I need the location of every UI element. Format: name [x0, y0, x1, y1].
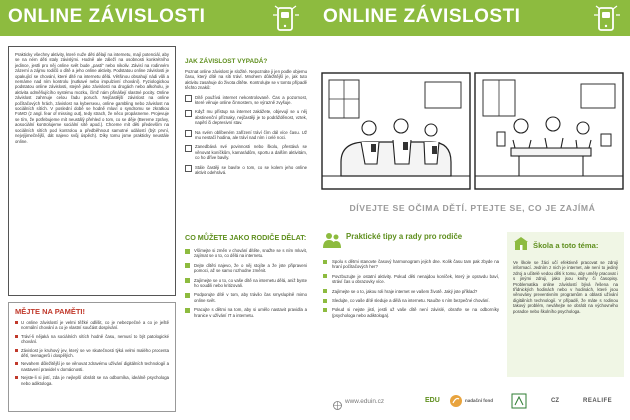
list-item: Povzbuzujte je ostatní aktivity. Pokud děti nenajdou koníček, který je opravdu baví, stráví čas u obrazovky více.	[323, 274, 499, 285]
section-heading: Škola a toto téma:	[533, 241, 599, 250]
list-item: Závislost je kruhový jev, který se ve skutečnosti týká velmi malého procenta dětí, teenagerů i dospělých.	[15, 348, 169, 359]
checkbox-icon	[185, 95, 192, 102]
school-section	[507, 232, 624, 377]
footer	[315, 384, 630, 420]
list-item: Pracujte s dětmi na tom, aby si umělo nastavit pravidla a hranice v užívání IT a internetu.	[185, 307, 307, 318]
list-item: Dejte dítěti najevo, že o něj stojíte a že jste připraveni pomoci, až se samo rozhodne změnit.	[185, 263, 307, 274]
comic-illustration	[321, 72, 624, 190]
how-it-looks-section	[185, 46, 307, 226]
foundation-logo: nadační fond	[465, 398, 493, 403]
website-link[interactable]: www.eduin.cz	[345, 398, 385, 405]
section-heading: CO MŮŽETE JAKO RODIČE DĚLAT:	[185, 233, 307, 242]
list-item: Tráví-li nějaká na sociálních sítích hodně času, nemusí to být patologické chování.	[15, 334, 169, 345]
leaf-logo-icon	[449, 394, 463, 413]
warning-box	[8, 302, 176, 412]
checkbox-icon	[185, 110, 192, 117]
ministry-logo-icon	[511, 393, 527, 414]
checkbox-icon	[185, 130, 192, 137]
cc-logo: CZ	[551, 398, 559, 404]
checkbox-icon	[185, 145, 192, 152]
edu-logo: EDU	[425, 397, 440, 404]
list-item: Zajímejte se o to, jakou roli hraje internet ve vašem životě. Jaký jste příklad?	[323, 289, 499, 294]
realife-logo: REALIFE	[583, 398, 613, 404]
intro-text: Prakticky všechny aktivity, které nuže děti dělají na internetu, mají potenciál, aby se na ném děti staly závislými. Hodně ale záleží na osobnosti konkrétního jedince, jestli pro něj online svět bude „pastí“ nebo nikoliv. Závisí na rodinném zázemí a zájmu rodičů o dítě a jeho online aktivity. Podstatou online závislosti je opakující se chování, které dítě na internetu dělá. Většinou obsahují nádi vůli a nemáme nad ním kontrolu (nutkavé nebo impulzivní chování). Fyziologickou podstatou online závislosti, stejně jako závislosti na drogách nebo alkoholu, je aktivita odměňujícího systému mozku, čímž nám přinášejí slastné pocity. Online závislost zahrnuje celou řadu poruch. Nejčastější závislost na online počítačových hrách, závislost na kybersexu, online gambling nebo závislost na sociálních sítích. V poslední době se hodně mluví o syndromu se zkratkou FoMO (z angl. fear of missing out), tedy strach, že něco propásneme. Projevuje se tím, že potřebujeme mít neustálý přehled o tom, co se děje (Bereme zprávy, aosociální kontrolujeme sociální sítě apod.). Chceme mít děti především na sociálních sítích pod kontrolou a předběhnout samotné událostí (být první, nejvýjimečnější, dát najevo svůj úspěch). Díky tomu jsme prakticky neustále online.	[15, 52, 169, 144]
section-heading: Praktické tipy a rady pro rodiče	[346, 232, 463, 241]
practical-tips-section	[323, 232, 499, 377]
page-title: ONLINE ZÁVISLOSTI	[8, 6, 206, 27]
list-item: Zajímejte se o to, co vaše dítě na internetu dělá, aniž byste ho soudili nebo kritizovali.	[185, 278, 307, 289]
section-heading: JAK ZÁVISLOST VYPADÁ?	[185, 58, 268, 65]
page-title: ONLINE ZÁVISLOSTI	[323, 6, 521, 27]
globe-icon	[333, 397, 342, 415]
list-item: Zanedbává své povinnosti nebo školu, přestává se věnovat koníčkům, kamarádům, sportu a dalším aktivitám, co ho dříve bavily.	[185, 144, 307, 160]
list-item: Pokud si nejste jistí, jestli už vaše dítě není závislé, obraťte se na odborníky (psychologa nebo adiktologa).	[323, 307, 499, 318]
list-item: Všímejte si změn v chování dítěte, snažte se s ním mluvit, zajímat se o to, co dělá na internetu.	[185, 248, 307, 259]
left-title-banner	[0, 0, 315, 36]
list-item: Sledujte, co vaše dítě sleduje a dělá na internetu. Naučte s ním bezpečné chování.	[323, 298, 499, 303]
section-subtitle: DÍVEJTE SE OČIMA DĚTÍ. PTEJTE SE, CO JE ZAJÍMÁ	[349, 203, 596, 213]
list-item: Stále častěji se bavíte o tom, co se kolem jeho online aktivit odehrává.	[185, 165, 307, 176]
list-item: Když mu přístup na internet zakážete, objevují se u něj abstinenční příznaky, nejčastěji je to podrážděnost, vztek, napětí či depresivní stav.	[185, 109, 307, 125]
list-item: U online závislostí je velmi těžké odlišit, co je nebezpečné a co je ještě normální chování a co je vlastní součást dospívání.	[15, 320, 169, 331]
school-building-icon	[513, 236, 529, 255]
what-parents-can-do-section	[185, 232, 307, 412]
warning-title: MĚJTE NA PAMĚTI!	[15, 307, 86, 316]
list-item: Dítě používá internet nekontrolovaně. Čas a pozornost, které věnuje online činnostem, se výrazně zvyšuje.	[185, 95, 307, 106]
list-item: Nevahem důležitější je se věnovat zdravému užívání digitálních technologií a nastavení pravidel v domácnosti.	[15, 361, 169, 372]
list-item: Spolu s dětmi stanovte časový harmonogram jejich dne. Kolik času tam pak zbyde na hraní počítačových her?	[323, 259, 499, 270]
intro-box	[8, 46, 176, 296]
phone-chat-icon	[272, 3, 300, 33]
people-icon	[323, 232, 341, 253]
list-item: Podporujte dítě v tom, aby trávilo čas smysluplně mimo online svět.	[185, 292, 307, 303]
checkbox-icon	[185, 165, 192, 172]
section-intro: Poznat online závislost je složité. Nepoznáte ji jen podle objemu času, který dítě na síti tráví. Mnohem důležitější je, jak tuto aktivitu zasahuje do života dítěte. Kontrolujte se v tomto případě těchto znaků:	[185, 69, 307, 91]
list-item: Nejste-li si jistí, zda je nejlepší obrátit se na odborníka, ideálně psychologa nebo adiktologa.	[15, 375, 169, 386]
list-item: Na svém oblíbeném zařízení tráví čím dál více času. Už mu nestačí hodina, ale tráví nad ním i celé noci.	[185, 130, 307, 141]
right-page	[315, 0, 630, 420]
phone-chat-icon	[593, 3, 621, 33]
right-title-banner	[315, 0, 630, 36]
school-text: Ve škole se žáci učí efektivně pracovat se zdroji informací. Jedním z nich je internet, ale není to jediný zdroj a učitelé vedou děti k tomu, aby uměly pracovat i s jinými zdroji, jako jsou knihy či časopisy. Problematika online závislostí bývá řešena na třídnických hodinách nebo v hodinách, které jsou věnovány preventivním programům a oblasti užívání digitálních technologií. V případě, že máte s rodinou takový problém, neváhejte se obrátit na výchovného poradce nebo školního psychologa.	[513, 260, 618, 314]
